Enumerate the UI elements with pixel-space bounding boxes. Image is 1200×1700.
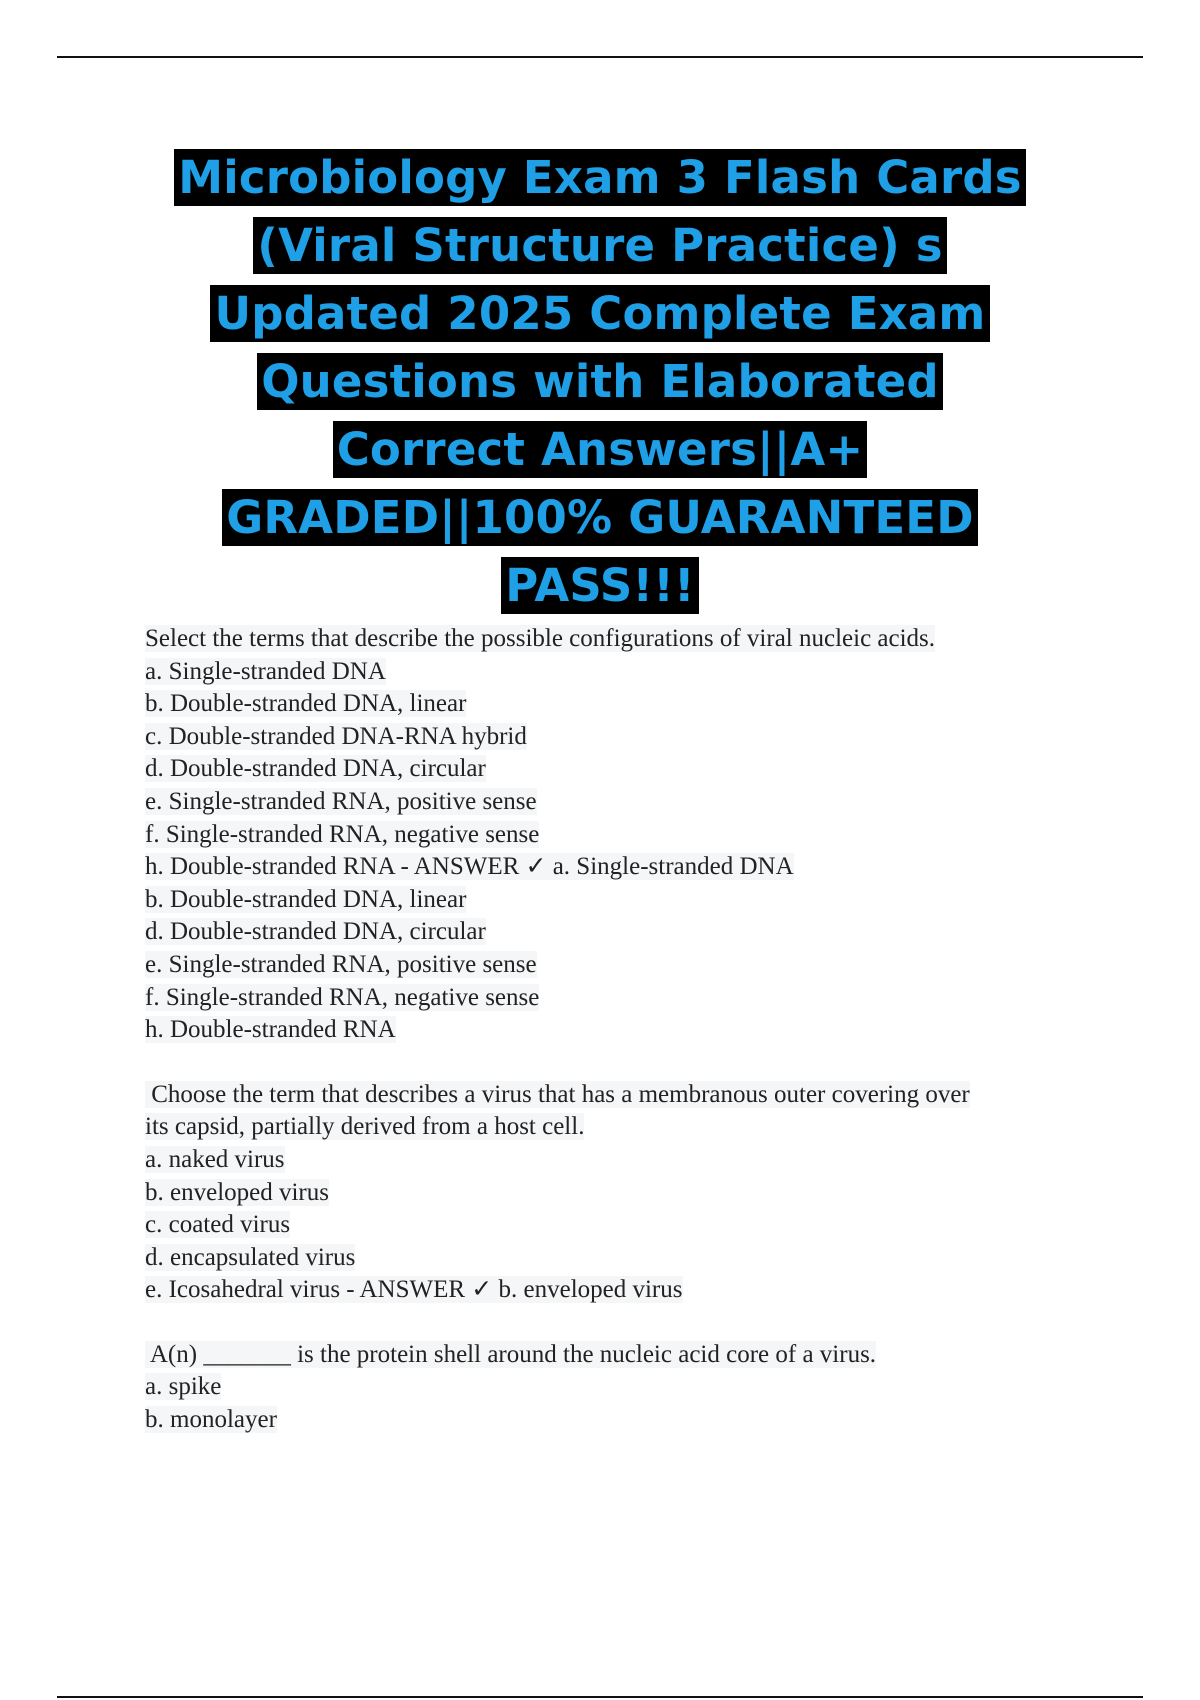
title-line: GRADED||100% GUARANTEED — [60, 484, 1140, 552]
question-1-answer-item: f. Single-stranded RNA, negative sense — [145, 983, 540, 1011]
question-spacer — [145, 1047, 1085, 1079]
question-1-option: d. Double-stranded DNA, circular — [145, 755, 486, 783]
top-rule — [57, 56, 1143, 58]
question-2-text: Choose the term that describes a virus that has a membranous outer covering over — [145, 1079, 1085, 1112]
title-line: Correct Answers||A+ — [60, 416, 1140, 484]
question-1-answer-item: h. Double-stranded RNA — [145, 1016, 396, 1044]
question-1-option: a. Single-stranded DNA — [145, 657, 386, 685]
question-2-answer-line: e. Icosahedral virus - ANSWER ✓ b. enveloped virus — [145, 1276, 683, 1304]
question-1-option: b. Double-stranded DNA, linear — [145, 690, 467, 718]
question-spacer — [145, 1307, 1085, 1339]
question-2-text-continued: its capsid, partially derived from a host cell. — [145, 1113, 585, 1141]
question-1-answer-item: b. Double-stranded DNA, linear — [145, 885, 467, 913]
question-1-option: e. Single-stranded RNA, positive sense — [145, 787, 537, 815]
question-2-option: b. enveloped virus — [145, 1178, 329, 1206]
bottom-rule — [57, 1696, 1143, 1698]
question-1-text: Select the terms that describe the possible configurations of viral nucleic acids. — [145, 625, 936, 652]
question-1-option: f. Single-stranded RNA, negative sense — [145, 820, 540, 848]
question-3-option: b. monolayer — [145, 1406, 277, 1434]
title-line: PASS!!! — [60, 552, 1140, 620]
document-body — [145, 623, 1085, 1437]
title-line: Updated 2025 Complete Exam — [60, 280, 1140, 348]
document-title — [60, 144, 1140, 620]
question-2-option: a. naked virus — [145, 1145, 285, 1173]
question-1-answer-item: d. Double-stranded DNA, circular — [145, 918, 486, 946]
question-3-option: a. spike — [145, 1373, 222, 1401]
question-2-option: d. encapsulated virus — [145, 1243, 356, 1271]
title-line: (Viral Structure Practice) s — [60, 212, 1140, 280]
title-line: Questions with Elaborated — [60, 348, 1140, 416]
question-1-answer-item: e. Single-stranded RNA, positive sense — [145, 950, 537, 978]
title-line: Microbiology Exam 3 Flash Cards — [60, 144, 1140, 212]
question-2-option: c. coated virus — [145, 1211, 291, 1239]
question-1-answer-line: h. Double-stranded RNA - ANSWER ✓ a. Single-stranded DNA — [145, 853, 794, 881]
question-3-text: A(n) _______ is the protein shell around the nucleic acid core of a virus. — [145, 1339, 1085, 1372]
question-1-option: c. Double-stranded DNA-RNA hybrid — [145, 722, 527, 750]
